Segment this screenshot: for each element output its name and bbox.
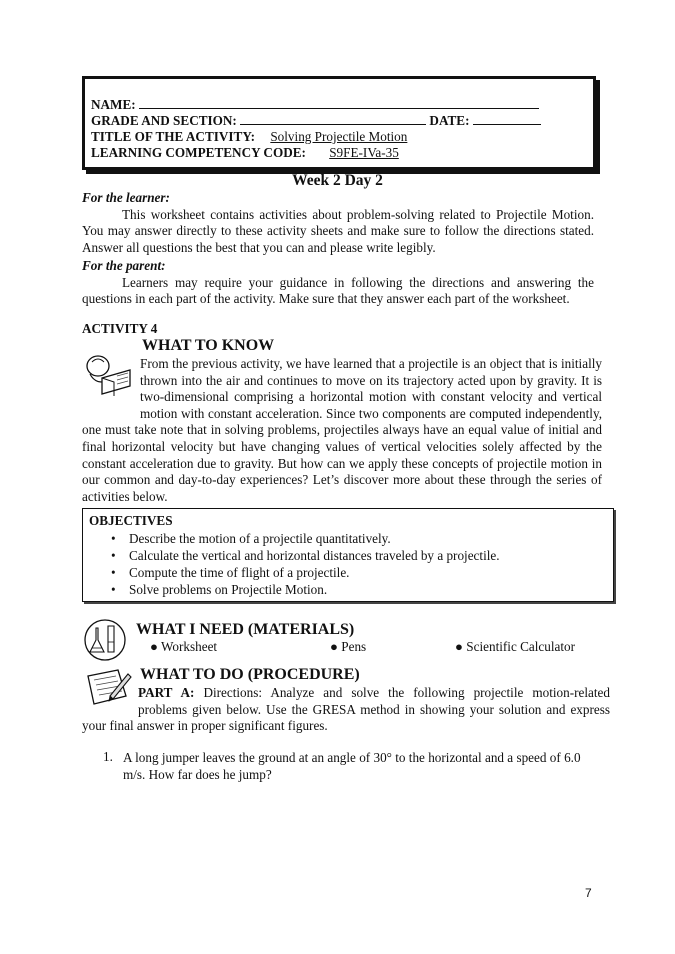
- lab-flask-icon: [82, 618, 128, 662]
- know-heading: WHAT TO KNOW: [142, 337, 275, 354]
- parent-text: Learners may require your guidance in following the directions and answering the questions in each part of the activity. Make sure that they answer each part of the worksheet.: [82, 274, 594, 307]
- grade-label: GRADE AND SECTION:: [91, 113, 237, 128]
- competency-value: S9FE-IVa-35: [329, 145, 399, 160]
- grade-field[interactable]: [240, 113, 426, 125]
- parent-section: [82, 258, 594, 308]
- name-field[interactable]: [139, 97, 539, 109]
- name-label: NAME:: [91, 97, 136, 112]
- objectives-box: [82, 508, 614, 602]
- part-a-text: Directions: Analyze and solve the following projectile motion-related problems given below. Use the GRESA method in showing your solution and express your final answer in proper significant figures.: [82, 685, 611, 734]
- procedure-heading: WHAT TO DO (PROCEDURE): [140, 666, 360, 683]
- material-item-calculator: ● Scientific Calculator: [455, 639, 576, 654]
- problem-text: A long jumper leaves the ground at an angle of 30° to the horizontal and a speed of 6.0 m/s. How far does he jump?: [123, 750, 581, 782]
- parent-heading: For the parent:: [82, 258, 166, 273]
- title-value: Solving Projectile Motion: [270, 129, 408, 144]
- title-label: TITLE OF THE ACTIVITY:: [91, 129, 256, 144]
- week-title: Week 2 Day 2: [292, 172, 383, 189]
- procedure-icon-spacer: [82, 685, 138, 717]
- learner-section: [82, 190, 594, 256]
- know-text-block: [82, 356, 602, 505]
- objective-item: • Calculate the vertical and horizontal distances traveled by a projectile.: [111, 548, 500, 563]
- learner-heading: For the learner:: [82, 190, 170, 205]
- objective-item: • Solve problems on Projectile Motion.: [111, 582, 328, 597]
- grade-line: [91, 113, 541, 129]
- page-number: 7: [585, 886, 592, 900]
- know-text: From the previous activity, we have learned that a projectile is an object that is initially thrown into the air and continues to move on its trajectory acted upon by gravity. It is two-dimensional comprising a horizontal motion with constant velocity and vertical motion with constant acceleration. Since two components are computed independently, one must take note that in solving problems, projectiles always have an equal value of initial and final horizontal velocity but have changing values of vertical velocities solely affected by the constant acceleration due to gravity. But how can we apply these concepts of projectile motion in our common and day-to-day experiences? Let’s discover more about these through the series of activities below.: [82, 356, 602, 504]
- part-a-label: PART A:: [138, 685, 195, 700]
- date-field[interactable]: [473, 113, 541, 125]
- problem-number: 1.: [103, 749, 113, 764]
- competency-line: [91, 145, 399, 161]
- objective-item: • Compute the time of flight of a projectile.: [111, 565, 350, 580]
- date-label: DATE:: [429, 113, 470, 128]
- objective-item: • Describe the motion of a projectile quantitatively.: [111, 531, 391, 546]
- know-icon-spacer: [82, 356, 140, 406]
- procedure-text-block: [82, 685, 610, 735]
- competency-label: LEARNING COMPETENCY CODE:: [91, 145, 306, 160]
- materials-heading: WHAT I NEED (MATERIALS): [136, 621, 355, 638]
- material-item-worksheet: ● Worksheet: [150, 639, 218, 654]
- name-line: [91, 97, 539, 113]
- activity-label: ACTIVITY 4: [82, 321, 158, 336]
- objectives-list: [83, 530, 613, 598]
- student-info-box: [82, 76, 596, 170]
- title-line: [91, 129, 407, 145]
- material-item-pens: ● Pens: [330, 639, 367, 654]
- objectives-heading: OBJECTIVES: [89, 513, 173, 528]
- learner-text: This worksheet contains activities about problem-solving related to Projectile Motion. You may answer directly to these activity sheets and make sure to follow the directions stated. Answer all questions the best that you can and please write legibly.: [82, 206, 594, 255]
